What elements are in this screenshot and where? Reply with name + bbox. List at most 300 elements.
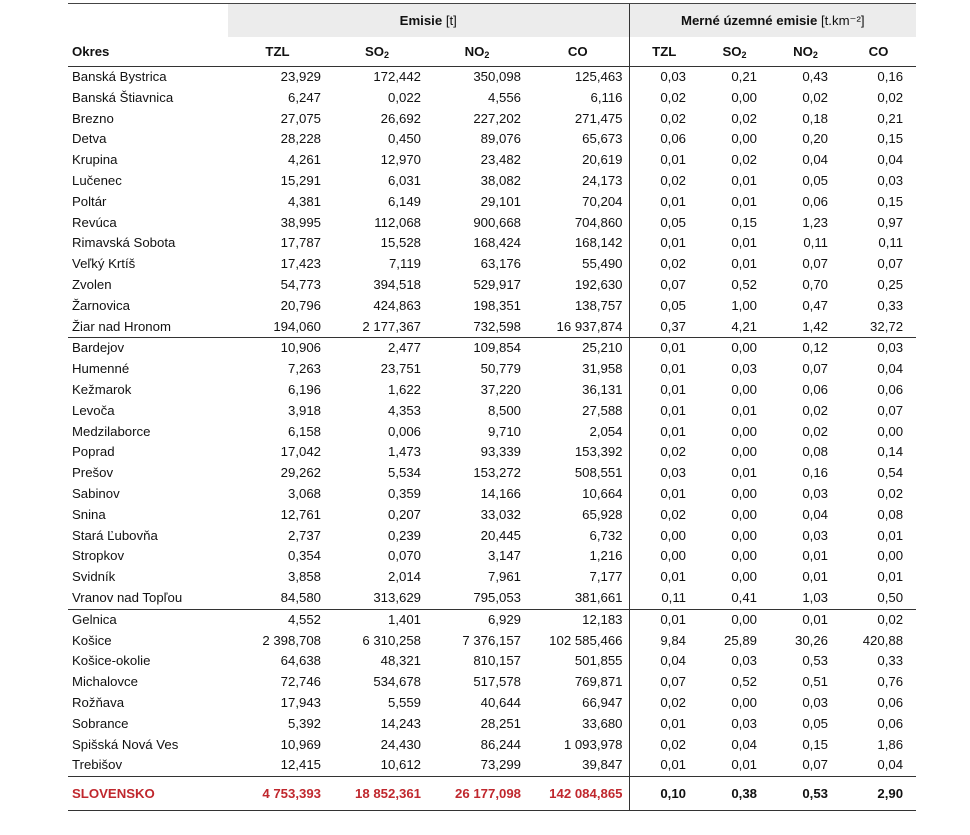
- table-cell: 0,11: [878, 235, 904, 251]
- column-header-co: [527, 37, 629, 67]
- table-cell: 6,732: [589, 527, 623, 543]
- table-cell: 26,692: [380, 110, 421, 126]
- table-cell: 16 937,874: [556, 318, 623, 334]
- table-cell: 0,06: [802, 193, 829, 209]
- table-row: [68, 338, 916, 359]
- total-cell: 0,53: [770, 777, 841, 811]
- table-cell: 0,07: [802, 757, 829, 773]
- table-cell: 0,02: [731, 152, 758, 168]
- column-header-so2: [327, 37, 427, 67]
- table-cell: 0,53: [802, 653, 829, 669]
- table-cell: 3,068: [287, 485, 321, 501]
- column-header-co-specific: [841, 37, 916, 67]
- district-name: Poltár: [72, 193, 107, 209]
- table-cell: 0,06: [802, 381, 829, 397]
- district-name: Banská Štiavnica: [72, 89, 174, 105]
- table-cell: 86,244: [480, 736, 521, 752]
- table-row: [68, 442, 916, 463]
- district-name: Košice-okolie: [72, 653, 151, 669]
- table-cell: 7,119: [388, 256, 421, 272]
- table-cell: 24,430: [380, 736, 421, 752]
- table-cell: 0,54: [877, 465, 904, 481]
- table-cell: 138,757: [574, 297, 623, 313]
- total-label: SLOVENSKO: [68, 777, 228, 811]
- table-cell: 7,263: [287, 361, 321, 377]
- column-header-label: CO: [567, 44, 588, 59]
- column-header-so2-specific: [699, 37, 770, 67]
- column-header-subscript: 2: [741, 49, 747, 60]
- table-cell: 73,299: [480, 757, 521, 773]
- table-cell: 350,098: [473, 69, 521, 84]
- column-header-subscript: 2: [384, 49, 390, 60]
- table-cell: 8,500: [487, 402, 521, 418]
- table-cell: 7 376,157: [462, 632, 521, 648]
- district-name: Veľký Krtíš: [72, 256, 136, 272]
- table-cell: 84,580: [280, 589, 321, 605]
- table-cell: 0,21: [877, 110, 904, 126]
- table-cell: 153,272: [473, 465, 521, 481]
- table-cell: 0,76: [877, 674, 904, 690]
- table-cell: 0,06: [877, 694, 904, 710]
- table-cell: 0,01: [629, 192, 699, 213]
- district-name: Poprad: [72, 444, 115, 460]
- table-cell: 153,392: [574, 444, 623, 460]
- table-cell: 38,082: [480, 172, 521, 188]
- table-cell: 48,321: [380, 653, 421, 669]
- table-cell: 0,06: [629, 129, 699, 150]
- table-cell: 27,075: [280, 110, 321, 126]
- table-cell: 0,04: [802, 506, 829, 522]
- table-cell: 36,131: [582, 381, 623, 397]
- table-cell: 112,068: [374, 214, 421, 230]
- emissions-table: [68, 3, 916, 811]
- table-cell: 4,556: [487, 89, 521, 105]
- district-name: Brezno: [72, 110, 114, 126]
- total-cell: 26 177,098: [427, 777, 527, 811]
- table-cell: 1,622: [387, 381, 421, 397]
- table-cell: 10,664: [582, 485, 623, 501]
- column-header-label: TZL: [265, 44, 290, 59]
- table-cell: 0,00: [731, 444, 758, 460]
- table-cell: 0,11: [803, 235, 829, 251]
- district-name: Gelnica: [68, 609, 228, 630]
- table-cell: 0,03: [802, 485, 829, 501]
- table-cell: 2 177,367: [362, 318, 421, 334]
- table-cell: 0,01: [629, 609, 699, 630]
- table-cell: 109,854: [427, 338, 527, 359]
- table-cell: 0,03: [802, 527, 829, 543]
- group-header-emisie: [228, 4, 629, 38]
- table-cell: 0,16: [802, 465, 829, 481]
- table-cell: 6,031: [387, 172, 421, 188]
- table-cell: 0,022: [387, 89, 421, 105]
- table-cell: 0,04: [731, 736, 758, 752]
- table-cell: 0,00: [731, 694, 758, 710]
- table-cell: 0,97: [877, 214, 904, 230]
- table-cell: 0,43: [802, 69, 829, 84]
- table-cell: 0,00: [877, 548, 904, 564]
- header-blank: [68, 4, 228, 38]
- district-name: Žiar nad Hronom: [72, 318, 171, 334]
- district-name: Detva: [72, 131, 107, 147]
- table-cell: 12,761: [280, 506, 321, 522]
- table-cell: 4,21: [731, 318, 758, 334]
- table-cell: 0,01: [629, 359, 699, 380]
- table-cell: 0,02: [802, 89, 829, 105]
- table-cell: 0,03: [731, 715, 758, 731]
- table-cell: 7,177: [589, 569, 623, 585]
- table-cell: 12,415: [280, 757, 321, 773]
- group-title-emisie: Emisie: [399, 13, 443, 28]
- table-cell: 102 585,466: [549, 632, 623, 648]
- district-name: Vranov nad Topľou: [72, 589, 183, 605]
- table-cell: 2 398,708: [262, 632, 321, 648]
- table-cell: 0,00: [731, 569, 758, 585]
- table-row: [68, 714, 916, 735]
- table-cell: 4,353: [387, 402, 421, 418]
- table-cell: 424,863: [373, 297, 421, 313]
- district-name: Stropkov: [72, 548, 125, 564]
- table-cell: 15,528: [380, 235, 421, 251]
- table-cell: 0,12: [770, 338, 841, 359]
- table-cell: 0,03: [731, 361, 758, 377]
- table-cell: 0,04: [802, 152, 829, 168]
- table-cell: 3,918: [287, 402, 321, 418]
- table-cell: 0,01: [629, 338, 699, 359]
- table-cell: 0,00: [731, 548, 758, 564]
- table-cell: 0,01: [629, 714, 699, 735]
- table-cell: 14,243: [380, 715, 421, 731]
- table-cell: 0,02: [629, 88, 699, 109]
- table-cell: 0,01: [629, 422, 699, 443]
- table-cell: 0,02: [629, 171, 699, 192]
- table-cell: 0,01: [877, 527, 904, 543]
- table-cell: 65,673: [582, 131, 623, 147]
- table-row: [68, 401, 916, 422]
- table-cell: 900,668: [473, 214, 521, 230]
- table-cell: 93,339: [480, 444, 521, 460]
- table-cell: 0,05: [629, 296, 699, 317]
- table-cell: 3,858: [287, 569, 321, 585]
- table-cell: 64,638: [280, 653, 321, 669]
- table-cell: 0,52: [731, 276, 758, 292]
- table-cell: 0,01: [877, 569, 904, 585]
- table-body: [68, 67, 916, 811]
- table-cell: 55,490: [582, 256, 623, 272]
- table-cell: 0,25: [877, 276, 904, 292]
- table-row: [68, 150, 916, 171]
- group-unit-emisie: [t]: [445, 13, 457, 28]
- table-cell: 0,00: [731, 131, 758, 147]
- table-cell: 0,16: [877, 69, 904, 84]
- column-header-label: CO: [868, 44, 889, 59]
- table-cell: 17,787: [280, 235, 321, 251]
- table-row: [68, 171, 916, 192]
- group-unit-merne: [t.km⁻²]: [820, 12, 865, 28]
- table-cell: 0,02: [802, 402, 829, 418]
- table-cell: 20,796: [280, 297, 321, 313]
- table-cell: 0,207: [387, 506, 421, 522]
- table-cell: 0,04: [629, 651, 699, 672]
- table-cell: 89,076: [480, 131, 521, 147]
- total-cell: 0,38: [699, 777, 770, 811]
- column-header-row: [68, 37, 916, 67]
- table-row: [68, 213, 916, 234]
- table-cell: 15,291: [280, 172, 321, 188]
- table-row: [68, 609, 916, 630]
- district-name: Kežmarok: [72, 381, 132, 397]
- table-cell: 29,262: [280, 465, 321, 481]
- table-cell: 517,578: [473, 674, 521, 690]
- district-name: Revúca: [72, 214, 117, 230]
- table-cell: 7,961: [487, 569, 521, 585]
- table-cell: 0,02: [877, 485, 904, 501]
- table-cell: 23,929: [280, 69, 321, 84]
- district-name: Lučenec: [72, 172, 122, 188]
- table-cell: 39,847: [582, 757, 623, 773]
- table-cell: 0,18: [802, 110, 829, 126]
- column-header-subscript: 2: [812, 49, 818, 60]
- table-cell: 0,354: [287, 548, 321, 564]
- table-cell: 25,89: [724, 632, 758, 648]
- column-header-label: NO: [464, 43, 485, 59]
- table-cell: 0,08: [877, 506, 904, 522]
- total-cell: 2,90: [841, 777, 916, 811]
- total-cell: 4 753,393: [228, 777, 327, 811]
- table-row: [68, 755, 916, 776]
- table-cell: 0,15: [877, 193, 904, 209]
- table-cell: 65,928: [582, 506, 623, 522]
- table-row: [68, 67, 916, 88]
- table-cell: 24,173: [582, 172, 623, 188]
- table-cell: 0,03: [731, 653, 758, 669]
- district-name: Humenné: [72, 361, 130, 377]
- table-cell: 1,23: [802, 214, 829, 230]
- table-cell: 72,746: [280, 674, 321, 690]
- table-cell: 0,02: [731, 110, 758, 126]
- table-cell: 0,07: [629, 275, 699, 296]
- column-header-label: SO: [722, 43, 742, 59]
- table-cell: 0,07: [802, 256, 829, 272]
- table-cell: 192,630: [574, 276, 623, 292]
- table-cell: 0,01: [731, 172, 758, 188]
- table-cell: 10,612: [380, 757, 421, 773]
- table-cell: 0,02: [802, 423, 829, 439]
- table-row: [68, 359, 916, 380]
- table-cell: 2,054: [589, 423, 623, 439]
- table-cell: 0,15: [731, 214, 758, 230]
- table-row: [68, 588, 916, 609]
- table-cell: 0,450: [387, 131, 421, 147]
- table-row: [68, 254, 916, 275]
- district-name: Michalovce: [72, 674, 138, 690]
- table-cell: 529,917: [473, 276, 521, 292]
- table-cell: 10,969: [280, 736, 321, 752]
- table-cell: 0,20: [802, 131, 829, 147]
- table-cell: 0,00: [629, 526, 699, 547]
- table-cell: 1 093,978: [563, 736, 623, 752]
- table-cell: 0,03: [629, 463, 699, 484]
- table-cell: 1,42: [802, 318, 829, 334]
- table-cell: 31,958: [582, 361, 623, 377]
- table-cell: 10,906: [228, 338, 327, 359]
- table-cell: 0,06: [877, 715, 904, 731]
- table-cell: 5,534: [387, 465, 421, 481]
- table-cell: 0,05: [802, 172, 829, 188]
- table-row: [68, 651, 916, 672]
- district-name: Rimavská Sobota: [72, 235, 176, 251]
- table-cell: 0,00: [731, 381, 758, 397]
- table-cell: 12,183: [527, 609, 629, 630]
- table-cell: 501,855: [574, 653, 623, 669]
- table-cell: 0,006: [387, 423, 421, 439]
- table-cell: 0,41: [731, 589, 758, 605]
- table-cell: 4,552: [228, 609, 327, 630]
- table-cell: 0,01: [802, 548, 829, 564]
- table-cell: 420,88: [862, 632, 904, 648]
- column-header-tzl: [228, 37, 327, 67]
- district-name: Žarnovica: [72, 297, 130, 313]
- table-cell: 313,629: [373, 589, 421, 605]
- table-cell: 0,01: [731, 235, 758, 251]
- district-name: Rožňava: [72, 694, 125, 710]
- table-cell: 0,01: [629, 401, 699, 422]
- table-cell: 0,02: [629, 735, 699, 756]
- table-cell: 0,08: [802, 444, 829, 460]
- table-cell: 0,01: [629, 755, 699, 776]
- district-name: Prešov: [72, 465, 114, 481]
- column-header-okres: Okres: [68, 37, 228, 67]
- table-cell: 0,01: [802, 569, 829, 585]
- table-cell: 0,02: [629, 254, 699, 275]
- table-cell: 795,053: [473, 589, 521, 605]
- table-cell: 0,33: [877, 297, 904, 313]
- table-cell: 0,00: [731, 527, 758, 543]
- table-cell: 12,970: [380, 152, 421, 168]
- table-cell: 14,166: [480, 485, 521, 501]
- table-cell: 17,423: [280, 256, 321, 272]
- table-cell: 2,014: [387, 569, 421, 585]
- table-cell: 704,860: [574, 214, 623, 230]
- table-cell: 0,02: [877, 89, 904, 105]
- table-cell: 66,947: [582, 694, 623, 710]
- column-header-tzl-specific: [629, 37, 699, 67]
- column-header-label: TZL: [652, 44, 677, 59]
- table-cell: 0,70: [802, 276, 829, 292]
- table-row: [68, 422, 916, 443]
- table-cell: 2,477: [327, 338, 427, 359]
- table-cell: 70,204: [582, 193, 623, 209]
- table-row: [68, 672, 916, 693]
- table-cell: 6 310,258: [362, 632, 421, 648]
- table-cell: 37,220: [480, 381, 521, 397]
- table-cell: 0,00: [877, 423, 904, 439]
- district-name: Levoča: [72, 402, 115, 418]
- table-cell: 0,02: [629, 693, 699, 714]
- table-cell: 769,871: [574, 674, 623, 690]
- table-cell: 50,779: [480, 361, 521, 377]
- table-row: [68, 129, 916, 150]
- table-cell: 17,042: [280, 444, 321, 460]
- table-cell: 0,37: [629, 317, 699, 338]
- table-row: [68, 380, 916, 401]
- district-name: Medzilaborce: [72, 423, 151, 439]
- district-name: Snina: [72, 506, 106, 522]
- table-cell: 33,680: [582, 715, 623, 731]
- district-name: Zvolen: [72, 276, 112, 292]
- table-cell: 5,392: [287, 715, 321, 731]
- table-cell: 0,02: [629, 505, 699, 526]
- table-cell: 0,14: [877, 444, 904, 460]
- table-row: [68, 109, 916, 130]
- table-cell: 0,01: [629, 380, 699, 401]
- table-cell: 6,116: [590, 89, 623, 105]
- table-cell: 6,929: [427, 609, 527, 630]
- table-row: [68, 317, 916, 338]
- table-cell: 0,03: [841, 338, 916, 359]
- table-cell: 20,619: [582, 152, 623, 168]
- total-row: [68, 777, 916, 811]
- table-cell: 28,228: [280, 131, 321, 147]
- table-cell: 6,158: [287, 423, 321, 439]
- table-cell: 0,01: [629, 233, 699, 254]
- column-header-no2-specific: [770, 37, 841, 67]
- table-cell: 0,05: [629, 213, 699, 234]
- table-cell: 0,01: [629, 567, 699, 588]
- district-name: Stará Ľubovňa: [72, 527, 158, 543]
- table-cell: 6,196: [287, 381, 321, 397]
- district-name: Banská Bystrica: [72, 69, 167, 84]
- table-cell: 0,07: [877, 402, 904, 418]
- table-cell: 0,02: [841, 609, 916, 630]
- table-cell: 732,598: [473, 318, 521, 334]
- table-cell: 20,445: [480, 527, 521, 543]
- table-cell: 394,518: [373, 276, 421, 292]
- table-cell: 17,943: [280, 694, 321, 710]
- table-cell: 4,381: [287, 193, 321, 209]
- table-cell: 0,06: [877, 381, 904, 397]
- table-row: [68, 275, 916, 296]
- table-cell: 1,473: [387, 444, 421, 460]
- table-cell: 63,176: [480, 256, 521, 272]
- table-cell: 54,773: [280, 276, 321, 292]
- table-cell: 0,11: [629, 588, 699, 609]
- table-cell: 168,424: [473, 235, 521, 251]
- table-cell: 0,00: [699, 338, 770, 359]
- table-cell: 194,060: [273, 318, 321, 334]
- table-cell: 32,72: [870, 318, 904, 334]
- table-cell: 0,05: [802, 715, 829, 731]
- table-cell: 0,239: [387, 527, 421, 543]
- table-row: [68, 88, 916, 109]
- table-cell: 125,463: [574, 69, 623, 84]
- table-cell: 4,261: [287, 152, 321, 168]
- table-cell: 2,737: [287, 527, 321, 543]
- table-cell: 1,00: [731, 297, 758, 313]
- total-cell: 142 084,865: [527, 777, 629, 811]
- total-cell: 18 852,361: [327, 777, 427, 811]
- column-header-label: NO: [793, 43, 813, 59]
- table-row: [68, 233, 916, 254]
- group-title-merne: Merné územné emisie: [680, 12, 818, 28]
- table-row: [68, 546, 916, 567]
- table-cell: 1,401: [327, 609, 427, 630]
- table-row: [68, 192, 916, 213]
- table-cell: 0,01: [731, 402, 758, 418]
- table-cell: 38,995: [280, 214, 321, 230]
- district-name: Krupina: [72, 152, 118, 168]
- table-cell: 0,03: [629, 67, 699, 88]
